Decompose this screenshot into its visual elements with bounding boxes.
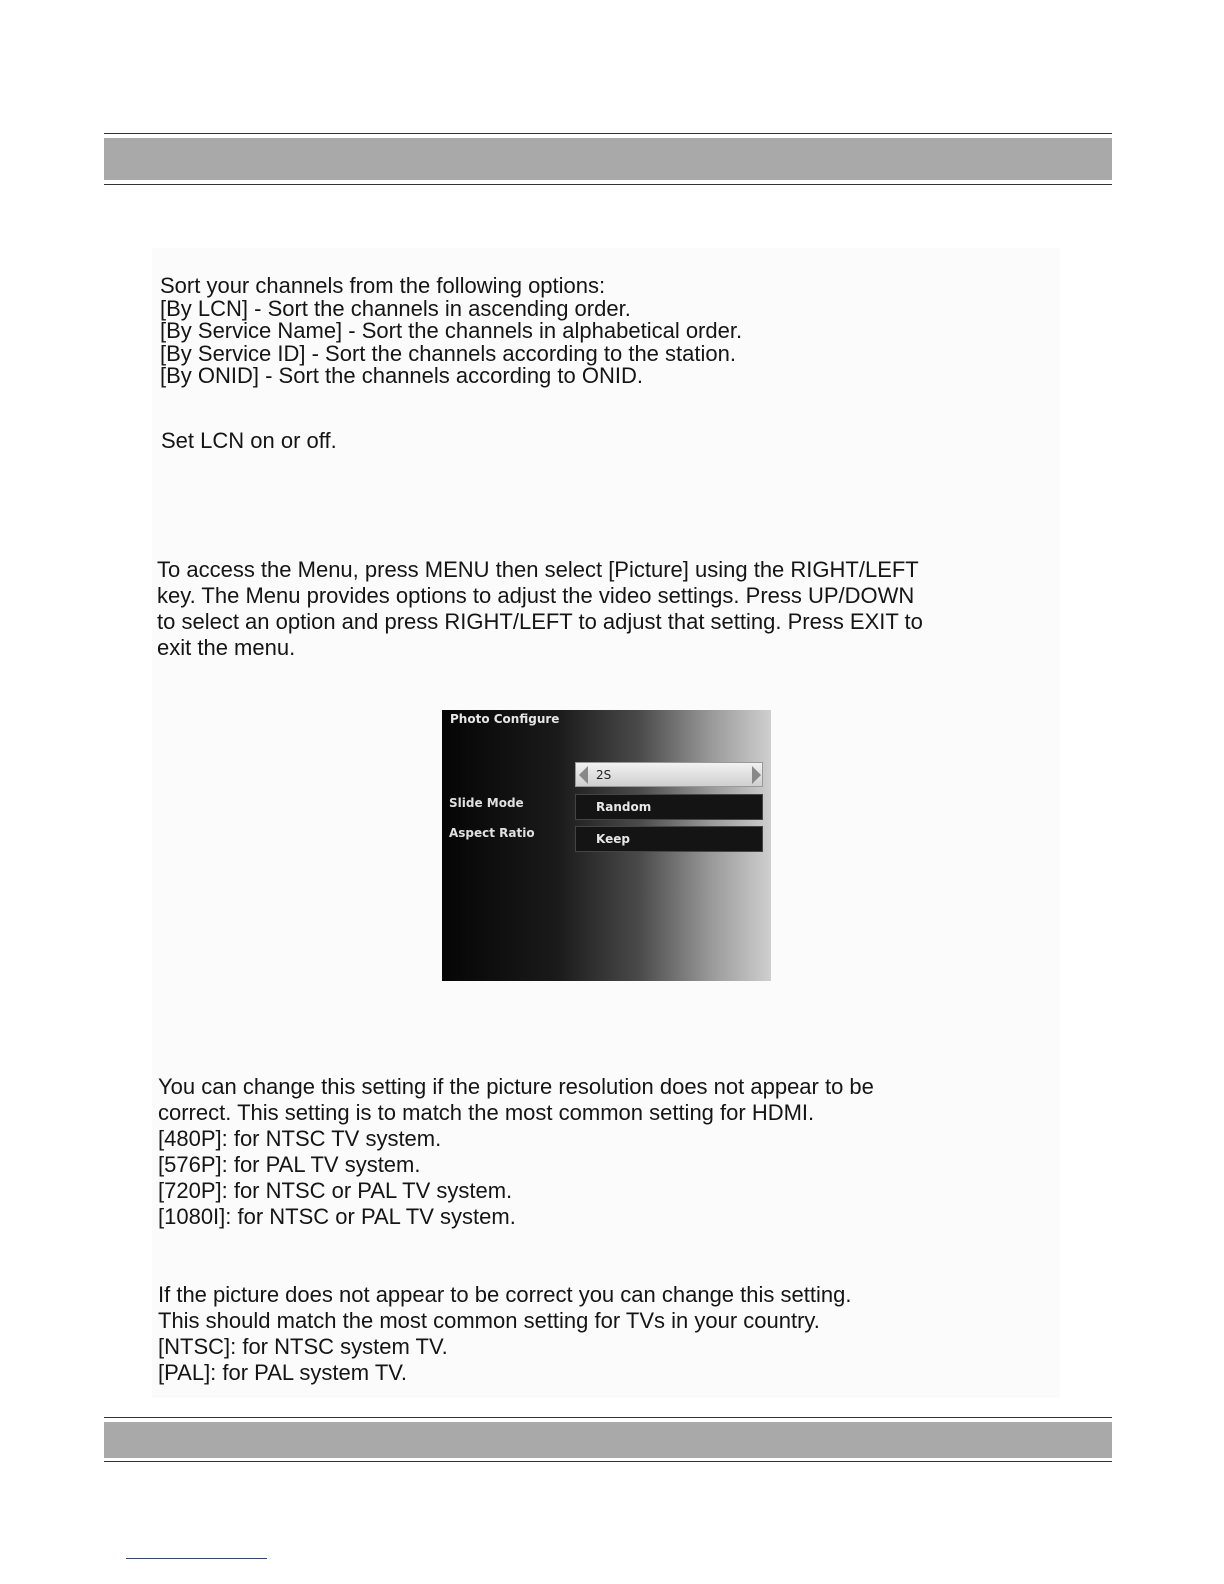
sort-line: [By ONID] - Sort the channels according to ONID.	[160, 363, 643, 388]
lcn-text: Set LCN on or off.	[161, 428, 337, 453]
arrow-right-icon[interactable]	[752, 766, 761, 784]
header-rule-top	[104, 133, 1112, 134]
arrow-left-icon[interactable]	[579, 766, 588, 784]
footer-underline	[126, 1558, 267, 1559]
tv-format-line: This should match the most common setting for TVs in your country.	[158, 1308, 820, 1333]
resolution-line: [720P]: for NTSC or PAL TV system.	[158, 1178, 513, 1203]
resolution-line: [576P]: for PAL TV system.	[158, 1152, 421, 1177]
footer-rule-bottom	[104, 1461, 1112, 1462]
photo-configure-screenshot	[442, 710, 771, 981]
slide-mode-field[interactable]	[575, 794, 763, 820]
resolution-section	[158, 1074, 874, 1230]
header-bar	[104, 138, 1112, 180]
slide-mode-label: Slide Mode	[449, 796, 524, 810]
resolution-line: [1080I]: for NTSC or PAL TV system.	[158, 1204, 516, 1229]
picture-line: To access the Menu, press MENU then select [Picture] using the RIGHT/LEFT	[157, 557, 919, 582]
resolution-line: You can change this setting if the picture resolution does not appear to be	[158, 1074, 874, 1099]
sort-line: [By Service Name] - Sort the channels in alphabetical order.	[160, 318, 743, 343]
tv-format-line: [PAL]: for PAL system TV.	[158, 1360, 408, 1385]
sort-line: [By LCN] - Sort the channels in ascending order.	[160, 295, 631, 321]
picture-line: to select an option and press RIGHT/LEFT to adjust that setting. Press EXIT to	[157, 609, 923, 634]
lcn-section	[161, 430, 337, 453]
picture-line: key. The Menu provides options to adjust the video settings. Press UP/DOWN	[157, 583, 915, 608]
picture-line: exit the menu.	[157, 635, 296, 660]
header-rule-bottom	[104, 184, 1112, 185]
osd-title: Photo Configure	[450, 712, 560, 726]
aspect-ratio-label: Aspect Ratio	[449, 826, 535, 840]
aspect-ratio-value: Keep	[596, 832, 630, 846]
picture-section	[157, 557, 923, 661]
footer-rule-top	[104, 1417, 1112, 1418]
aspect-ratio-field[interactable]	[575, 826, 763, 852]
slide-time-value: 2S	[596, 768, 612, 782]
resolution-line: [480P]: for NTSC TV system.	[158, 1126, 442, 1151]
tv-format-line: [NTSC]: for NTSC system TV.	[158, 1334, 448, 1359]
sort-line: Sort your channels from the following options:	[160, 273, 606, 298]
sort-section	[160, 275, 742, 388]
footer-bar	[104, 1422, 1112, 1458]
sort-line: [By Service ID] - Sort the channels according to the station.	[160, 340, 736, 366]
slide-time-selector[interactable]	[575, 762, 763, 787]
tv-format-section	[158, 1282, 851, 1386]
slide-mode-value: Random	[596, 800, 652, 814]
resolution-line: correct. This setting is to match the most common setting for HDMI.	[158, 1100, 815, 1125]
tv-format-line: If the picture does not appear to be correct you can change this setting.	[158, 1282, 852, 1307]
